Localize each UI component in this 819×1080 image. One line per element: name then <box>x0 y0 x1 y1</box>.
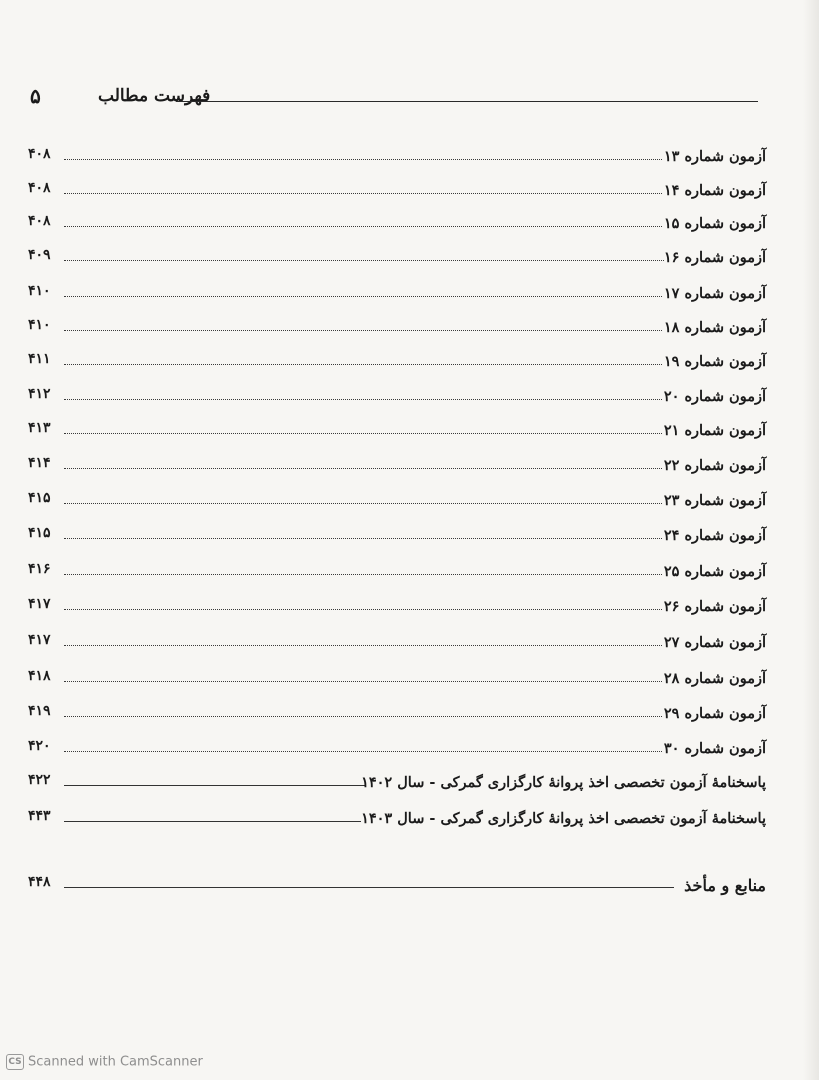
toc-row <box>26 317 766 347</box>
toc-entry-title: آزمون شماره ۱۸ <box>663 319 766 336</box>
toc-entry-title: آزمون شماره ۲۳ <box>663 492 766 509</box>
toc-leader-line <box>64 574 662 575</box>
toc-row <box>26 703 766 733</box>
toc-leader-line <box>64 193 662 194</box>
toc-leader-line <box>64 609 662 610</box>
toc-entry-title: آزمون شماره ۲۸ <box>663 670 766 687</box>
toc-row <box>26 490 766 520</box>
toc-row <box>26 772 766 802</box>
toc-row <box>26 420 766 450</box>
toc-leader-line <box>64 399 662 400</box>
toc-page-number: ۴۲۲ <box>28 772 51 788</box>
toc-page-number: ۴۱۴ <box>28 455 51 471</box>
toc-leader-line <box>64 296 662 297</box>
toc-row <box>26 561 766 591</box>
toc-page-number: ۴۱۷ <box>28 632 51 648</box>
page-number: ۵ <box>30 84 41 108</box>
toc-leader-line <box>64 887 674 888</box>
toc-page-number: ۴۰۸ <box>28 213 51 229</box>
toc-entry-title: آزمون شماره ۲۶ <box>663 598 766 615</box>
toc-page-number: ۴۱۸ <box>28 668 51 684</box>
toc-leader-line <box>64 681 662 682</box>
toc-row <box>26 632 766 662</box>
toc-leader-line <box>64 785 366 786</box>
toc-page-number: ۴۱۵ <box>28 490 51 506</box>
toc-entry-title: آزمون شماره ۱۹ <box>663 353 766 370</box>
toc-leader-line <box>64 260 664 261</box>
toc-page-number: ۴۱۰ <box>28 317 51 333</box>
toc-page-number: ۴۱۱ <box>28 351 51 367</box>
toc-leader-line <box>64 538 662 539</box>
scanner-watermark <box>6 1054 203 1070</box>
toc-entry-title: آزمون شماره ۱۶ <box>663 249 766 266</box>
toc-row <box>26 525 766 555</box>
toc-entry-title: آزمون شماره ۱۵ <box>663 215 766 232</box>
toc-row <box>26 146 766 176</box>
toc-page-number: ۴۱۲ <box>28 386 51 402</box>
toc-leader-line <box>64 503 662 504</box>
toc-entry-title: آزمون شماره ۲۷ <box>663 634 766 651</box>
toc-page-number: ۴۱۵ <box>28 525 51 541</box>
toc-page-number: ۴۰۸ <box>28 146 51 162</box>
toc-leader-line <box>64 226 662 227</box>
toc-page-number: ۴۱۳ <box>28 420 51 436</box>
toc-entry-title: آزمون شماره ۲۹ <box>663 705 766 722</box>
toc-row <box>26 668 766 698</box>
toc-entry-title: منابع و مأخذ <box>684 876 766 895</box>
toc-leader-line <box>64 751 662 752</box>
toc-entry-title: آزمون شماره ۲۲ <box>663 457 766 474</box>
toc-page-number: ۴۱۶ <box>28 561 51 577</box>
toc-row <box>26 596 766 626</box>
toc-page-number: ۴۲۰ <box>28 738 51 754</box>
toc-leader-line <box>64 645 662 646</box>
toc-page-number: ۴۱۰ <box>28 283 51 299</box>
camscanner-icon: CS <box>6 1054 24 1070</box>
toc-entry-title: آزمون شماره ۲۴ <box>663 527 766 544</box>
toc-row <box>26 247 766 277</box>
toc-entry-title: آزمون شماره ۱۳ <box>663 148 766 165</box>
toc-row <box>26 386 766 416</box>
toc-page-number: ۴۰۹ <box>28 247 51 263</box>
toc-row <box>26 808 766 838</box>
toc-leader-line <box>64 364 662 365</box>
toc-page-number: ۴۴۳ <box>28 808 51 824</box>
toc-leader-line <box>64 468 662 469</box>
toc-page-number: ۴۰۸ <box>28 180 51 196</box>
toc-page-number: ۴۱۷ <box>28 596 51 612</box>
toc-entry-title: آزمون شماره ۳۰ <box>663 740 766 757</box>
toc-entry-title: پاسخنامهٔ آزمون تخصصی اخذ پروانهٔ کارگزاری گمرکی - سال ۱۴۰۲ <box>361 774 766 791</box>
toc-entry-title: آزمون شماره ۲۰ <box>663 388 766 405</box>
toc-page-number: ۴۴۸ <box>28 874 51 890</box>
toc-leader-line <box>64 821 361 822</box>
toc-leader-line <box>64 159 662 160</box>
toc-leader-line <box>64 433 662 434</box>
toc-row <box>26 180 766 210</box>
toc-row <box>26 874 766 904</box>
page-title: فهرست مطالب <box>98 86 211 106</box>
toc-entry-title: آزمون شماره ۲۱ <box>663 422 766 439</box>
toc-row <box>26 283 766 313</box>
toc-entry-title: آزمون شماره ۱۷ <box>663 285 766 302</box>
toc-row <box>26 351 766 381</box>
toc-entry-title: آزمون شماره ۲۵ <box>663 563 766 580</box>
toc-row <box>26 213 766 243</box>
toc-page-number: ۴۱۹ <box>28 703 51 719</box>
watermark-text: Scanned with CamScanner <box>28 1054 203 1070</box>
toc-entry-title: پاسخنامهٔ آزمون تخصصی اخذ پروانهٔ کارگزاری گمرکی - سال ۱۴۰۳ <box>361 810 766 827</box>
toc-row <box>26 455 766 485</box>
toc-row <box>26 738 766 768</box>
toc-entry-title: آزمون شماره ۱۴ <box>663 182 766 199</box>
toc-leader-line <box>64 716 662 717</box>
toc-leader-line <box>64 330 662 331</box>
